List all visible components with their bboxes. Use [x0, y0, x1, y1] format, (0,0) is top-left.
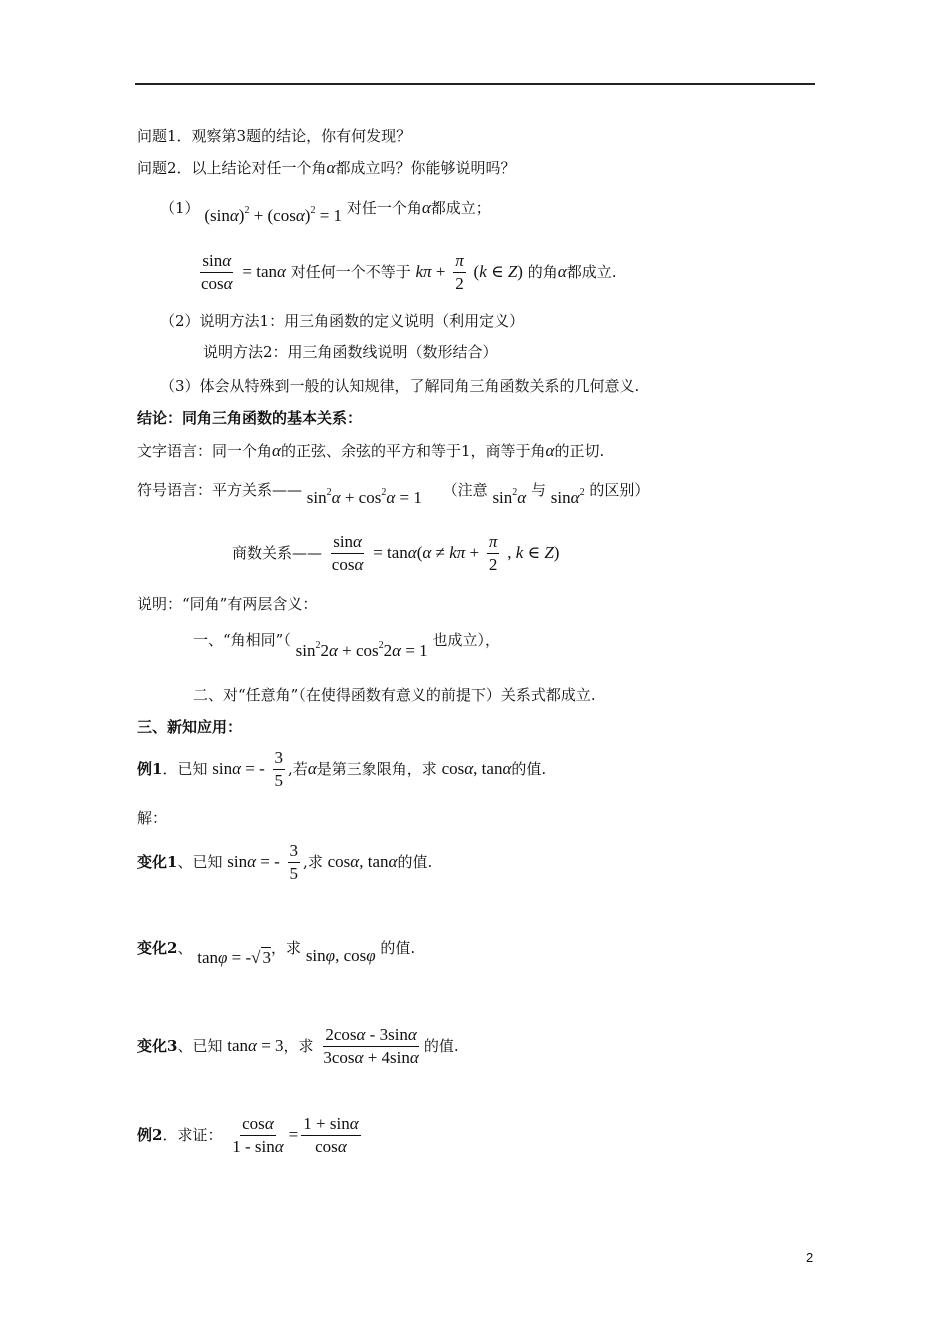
note-c: 的区别） [589, 481, 650, 499]
symbol-language [137, 478, 650, 507]
symbol-language-label: 符号语言：平方关系—— [137, 481, 303, 499]
example-1-c: 是第三象限角，求 [316, 759, 437, 778]
point-1-line-2 [196, 251, 616, 295]
formula-k-pi: kπ + [415, 261, 446, 281]
variation-2-b: ，求 [271, 939, 302, 957]
formula-cos-tan: cosα, tanα [327, 851, 398, 871]
solution-label: 解： [137, 809, 168, 827]
variation-1 [137, 841, 432, 885]
variation-3-b: ，求 [283, 1036, 314, 1055]
formula-sin-cos-phi: sinφ, cosφ [305, 946, 376, 965]
example-2-label: 例2 [137, 1125, 163, 1144]
variation-3-label: 变化3 [137, 1036, 178, 1055]
variation-2-a: 、 [177, 939, 193, 957]
variation-1-b: ,求 [303, 852, 323, 871]
alpha-symbol: α [307, 758, 317, 778]
formula-sin2-alpha: $\sin^2\alpha$ [492, 487, 527, 507]
formula-cos-tan: cosα, tanα [441, 758, 512, 778]
example-1 [137, 748, 546, 792]
variation-1-c: 的值. [397, 852, 433, 871]
formula-k-in-z: (k ∈ Z) [473, 261, 523, 281]
point-1-label: （1） [160, 199, 200, 217]
question-2 [137, 157, 516, 179]
point-2: （2）说明方法1：用三角函数的定义说明（利用定义） [160, 312, 525, 330]
fraction-sin-over-cos: $\frac{\sin\alpha}{\cos\alpha}$ [201, 251, 233, 294]
formula-square-relation: $\sin^2\alpha + \cos^2\alpha = 1$ [306, 487, 422, 507]
formula-k-in-z: , k ∈ Z) [507, 542, 560, 562]
point-1-tail-2: 都成立； [430, 199, 491, 217]
page-number: 2 [806, 1250, 814, 1265]
conclusion-heading: 结论：同角三角函数的基本关系： [137, 409, 363, 427]
fraction-sin-over-cos: $\frac{\sin\alpha}{\cos\alpha}$ [331, 532, 364, 575]
point-3: （3）体会从特殊到一般的认知规律，了解同角三角函数关系的几何意义. [160, 377, 640, 395]
fraction-expression: $\frac{2\cos\alpha - 3\sin\alpha}{3\cos\alpha + 4\sin\alpha}$ [323, 1025, 419, 1068]
variation-3 [137, 1025, 459, 1069]
note-a: （注意 [442, 481, 488, 499]
example-1-label: 例1 [137, 759, 163, 778]
explanation-1-a: 一、“角相同”（ [193, 631, 291, 649]
formula-sin-alpha2: sinα$^2$ [550, 487, 585, 507]
formula-sin-eq: sinα = - [227, 851, 280, 871]
point-1-end-2: 都成立. [566, 262, 617, 281]
fraction-pi-over-2: $\frac{\pi}{2}$ [488, 532, 498, 575]
variation-2-c: 的值. [380, 939, 416, 957]
explanation-1 [193, 628, 500, 660]
formula-pythagorean: $(\sin\alpha)^2 + (\cos\alpha)^2 = 1$ [204, 205, 343, 225]
example-2 [137, 1114, 364, 1158]
variation-3-c: 的值. [423, 1036, 459, 1055]
formula-tan-phi: tanφ = -√ 3 [197, 948, 272, 967]
formula-tan-condition: = tanα(α ≠ kπ + [373, 542, 480, 562]
quotient-label: 商数关系—— [232, 543, 323, 562]
fraction-1-plus-sin-over-cos: $\frac{1 + \sin\alpha}{\cos\alpha}$ [303, 1114, 359, 1157]
alpha-symbol: α [326, 158, 336, 177]
fraction-cos-over-1-minus-sin: $\frac{\cos\alpha}{1 - \sin\alpha}$ [232, 1114, 284, 1157]
alpha-symbol: α [272, 441, 281, 460]
point-2b: 说明方法2：用三角函数线说明（数形结合） [203, 343, 498, 361]
alpha-symbol: α [557, 261, 567, 281]
example-1-b: ,若 [288, 759, 308, 778]
formula-double-angle: $\sin^22\alpha + \cos^22\alpha = 1$ [295, 640, 428, 660]
header-rule [135, 83, 815, 85]
text-language-a: 文字语言：同一个角 [137, 442, 273, 460]
quotient-relation [232, 532, 559, 576]
text-language-b: 的正弦、余弦的平方和等于1，商等于角 [280, 442, 546, 460]
variation-2 [137, 937, 416, 967]
point-1-tail: 对任一个角 [346, 199, 422, 217]
variation-3-a: 、已知 [177, 1036, 223, 1055]
fraction-3-over-5: $\frac{3}{5}$ [289, 841, 299, 884]
section-3-heading: 三、新知应用： [137, 718, 243, 736]
example-1-d: 的值. [511, 759, 547, 778]
example-1-a: ．已知 [162, 759, 208, 778]
point-1-end: 的角 [527, 262, 558, 281]
explanation-2: 二、对“任意角”（在使得函数有意义的前提下）关系式都成立. [193, 686, 596, 704]
example-2-a: ．求证： [162, 1125, 223, 1144]
variation-1-a: 、已知 [177, 852, 223, 871]
fraction-pi-over-2: $\frac{\pi}{2}$ [455, 251, 464, 294]
equals-sign: = [288, 1124, 299, 1144]
formula-tan-eq-3: tanα = 3 [227, 1035, 284, 1055]
alpha-symbol: α [545, 441, 555, 460]
question-2-text: 问题2．以上结论对任一个角 [137, 159, 327, 177]
text-language [137, 440, 604, 462]
point-1-line-1 [160, 196, 491, 225]
explanation: 说明：“同角”有两层含义： [137, 595, 318, 613]
note-b: 与 [531, 481, 547, 499]
variation-1-label: 变化1 [137, 852, 178, 871]
formula-sin-eq: sinα = - [212, 758, 265, 778]
formula-tan: = tanα [242, 261, 286, 281]
point-1-mid: 对任何一个不等于 [290, 262, 411, 281]
question-2-text-b: 都成立吗？你能够说明吗？ [335, 159, 516, 177]
question-1: 问题1．观察第3题的结论，你有何发现？ [137, 127, 412, 145]
explanation-1-b: 也成立）， [432, 631, 500, 649]
alpha-symbol: α [421, 198, 431, 217]
variation-2-label: 变化2 [137, 939, 178, 957]
fraction-3-over-5: $\frac{3}{5}$ [274, 748, 284, 791]
text-language-c: 的正切. [554, 442, 605, 460]
